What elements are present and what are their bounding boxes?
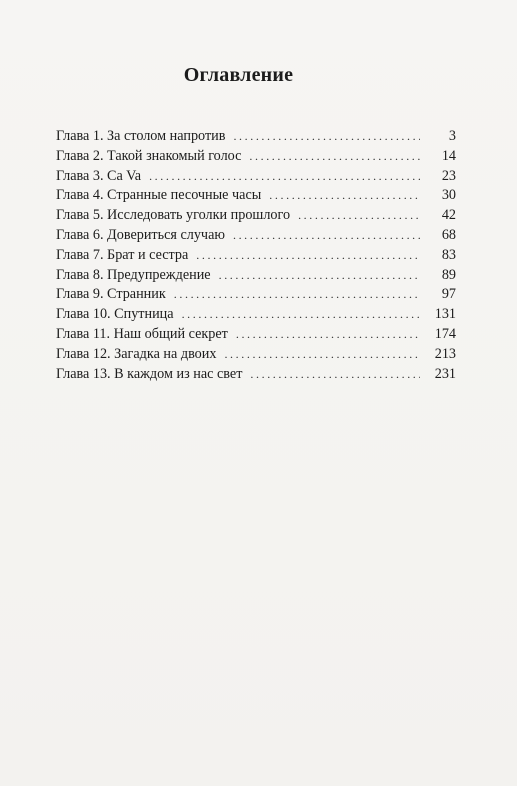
- toc-entry-label: Глава 7. Брат и сестра: [56, 246, 189, 263]
- toc-entry: [56, 267, 456, 287]
- toc-entry-label: Глава 13. В каждом из нас свет: [56, 365, 243, 382]
- toc-entry: [56, 366, 456, 386]
- toc-entry: [56, 326, 456, 346]
- toc-entry-label: Глава 1. За столом напротив: [56, 128, 226, 144]
- toc-entry: [56, 306, 456, 326]
- dot-leader: [219, 269, 420, 281]
- toc-entry-page: 30: [441, 187, 456, 204]
- toc-entry-label: Глава 6. Довериться случаю: [56, 226, 225, 243]
- dot-leader: [182, 308, 420, 320]
- toc-entry-label: Глава 4. Странные песочные часы: [56, 187, 262, 204]
- toc-entry-page: 131: [434, 306, 456, 323]
- toc-entry: [56, 247, 456, 267]
- toc-entry: [56, 148, 456, 168]
- toc-entry-page: 97: [441, 286, 456, 303]
- toc-entry-page: 3: [448, 128, 456, 144]
- toc-entry-label: Глава 3. Ca Va: [56, 167, 142, 184]
- dot-leader: [196, 249, 420, 261]
- dot-leader: [149, 170, 420, 182]
- toc-entry: [56, 227, 456, 247]
- dot-leader: [236, 328, 420, 340]
- dot-leader: [233, 229, 420, 241]
- dot-leader: [233, 130, 420, 142]
- toc-entry: [56, 187, 456, 207]
- toc-entry: [56, 128, 456, 148]
- toc-entry: [56, 346, 456, 366]
- toc-entry-page: 213: [434, 345, 456, 362]
- page-title: Оглавление: [183, 64, 294, 86]
- dot-leader: [224, 348, 420, 360]
- toc-entry-page: 231: [434, 365, 456, 382]
- toc-entry-page: 83: [441, 246, 456, 263]
- dot-leader: [249, 150, 420, 162]
- toc-entry: [56, 286, 456, 306]
- toc-entry: [56, 207, 456, 227]
- toc-entry-page: 174: [434, 325, 456, 342]
- table-of-contents: [56, 128, 456, 385]
- toc-entry-page: 14: [441, 147, 456, 164]
- dot-leader: [174, 288, 420, 300]
- toc-entry-label: Глава 8. Предупреждение: [56, 266, 211, 283]
- toc-entry-page: 23: [441, 167, 456, 184]
- toc-entry-page: 89: [441, 266, 456, 283]
- toc-entry-label: Глава 9. Странник: [56, 286, 166, 303]
- toc-entry-page: 42: [441, 207, 456, 224]
- dot-leader: [269, 189, 420, 201]
- toc-entry-label: Глава 5. Исследовать уголки прошлого: [56, 207, 291, 224]
- toc-entry-label: Глава 11. Наш общий секрет: [56, 325, 228, 342]
- dot-leader: [250, 368, 420, 380]
- toc-entry-label: Глава 2. Такой знакомый голос: [56, 147, 242, 164]
- dot-leader: [298, 209, 420, 221]
- toc-entry-label: Глава 12. Загадка на двоих: [56, 345, 217, 362]
- toc-entry-page: 68: [441, 226, 456, 243]
- toc-entry-label: Глава 10. Спутница: [56, 306, 174, 323]
- toc-entry: [56, 168, 456, 188]
